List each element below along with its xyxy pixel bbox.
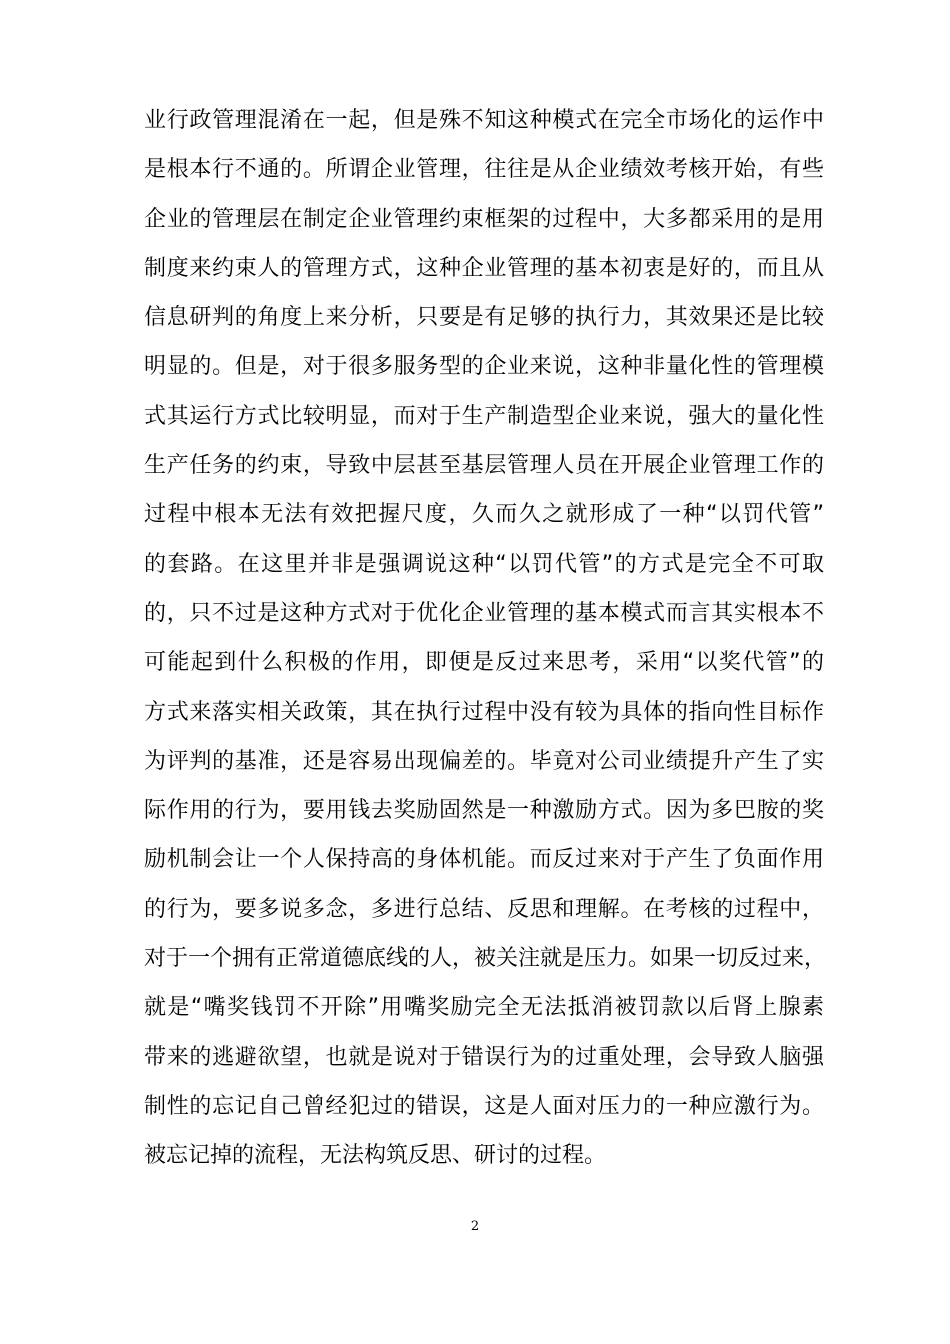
text-line: 际作用的行为，要用钱去奖励固然是一种激励方式。因为多巴胺的奖: [144, 798, 824, 824]
text-line: 式其运行方式比较明显，而对于生产制造型企业来说，强大的量化性: [144, 403, 824, 429]
body-paragraph: [144, 96, 827, 1181]
text-line: 对于一个拥有正常道德底线的人，被关注就是压力。如果一切反过来，: [144, 946, 827, 972]
text-line: 过程中根本无法有效把握尺度，久而久之就形成了一种“以罚代管”: [144, 502, 824, 528]
text-line: 企业的管理层在制定企业管理约束框架的过程中，大多都采用的是用: [144, 206, 824, 232]
text-line: 的套路。在这里并非是强调说这种“以罚代管”的方式是完全不可取: [144, 551, 824, 577]
text-line: 励机制会让一个人保持高的身体机能。而反过来对于产生了负面作用: [144, 847, 824, 873]
text-line: 可能起到什么积极的作用，即便是反过来思考，采用“以奖代管”的: [144, 650, 824, 676]
text-line: 制性的忘记自己曾经犯过的错误，这是人面对压力的一种应激行为。: [144, 1093, 824, 1119]
text-line: 是根本行不通的。所谓企业管理，往往是从企业绩效考核开始，有些: [144, 157, 824, 183]
page-number: 2: [470, 1219, 480, 1234]
text-line: 信息研判的角度上来分析，只要是有足够的执行力，其效果还是比较: [144, 305, 824, 331]
text-line: 为评判的基准，还是容易出现偏差的。毕竟对公司业绩提升产生了实: [144, 748, 824, 774]
text-line: 明显的。但是，对于很多服务型的企业来说，这种非量化性的管理模: [144, 354, 824, 380]
text-line: 带来的逃避欲望，也就是说对于错误行为的过重处理，会导致人脑强: [144, 1044, 824, 1070]
text-line: 制度来约束人的管理方式，这种企业管理的基本初衷是好的，而且从: [144, 255, 824, 281]
text-line: 的行为，要多说多念，多进行总结、反思和理解。在考核的过程中，: [144, 896, 824, 922]
text-line-last: 被忘记掉的流程，无法构筑反思、研讨的过程。: [144, 1143, 607, 1169]
text-line: 业行政管理混淆在一起，但是殊不知这种模式在完全市场化的运作中: [144, 108, 824, 133]
text-line: 的，只不过是这种方式对于优化企业管理的基本模式而言其实根本不: [144, 600, 824, 626]
text-line: 就是“嘴奖钱罚不开除”用嘴奖励完全无法抵消被罚款以后肾上腺素: [144, 995, 824, 1021]
text-line: 生产任务的约束，导致中层甚至基层管理人员在开展企业管理工作的: [144, 453, 824, 479]
text-line: 方式来落实相关政策，其在执行过程中没有较为具体的指向性目标作: [144, 699, 824, 725]
